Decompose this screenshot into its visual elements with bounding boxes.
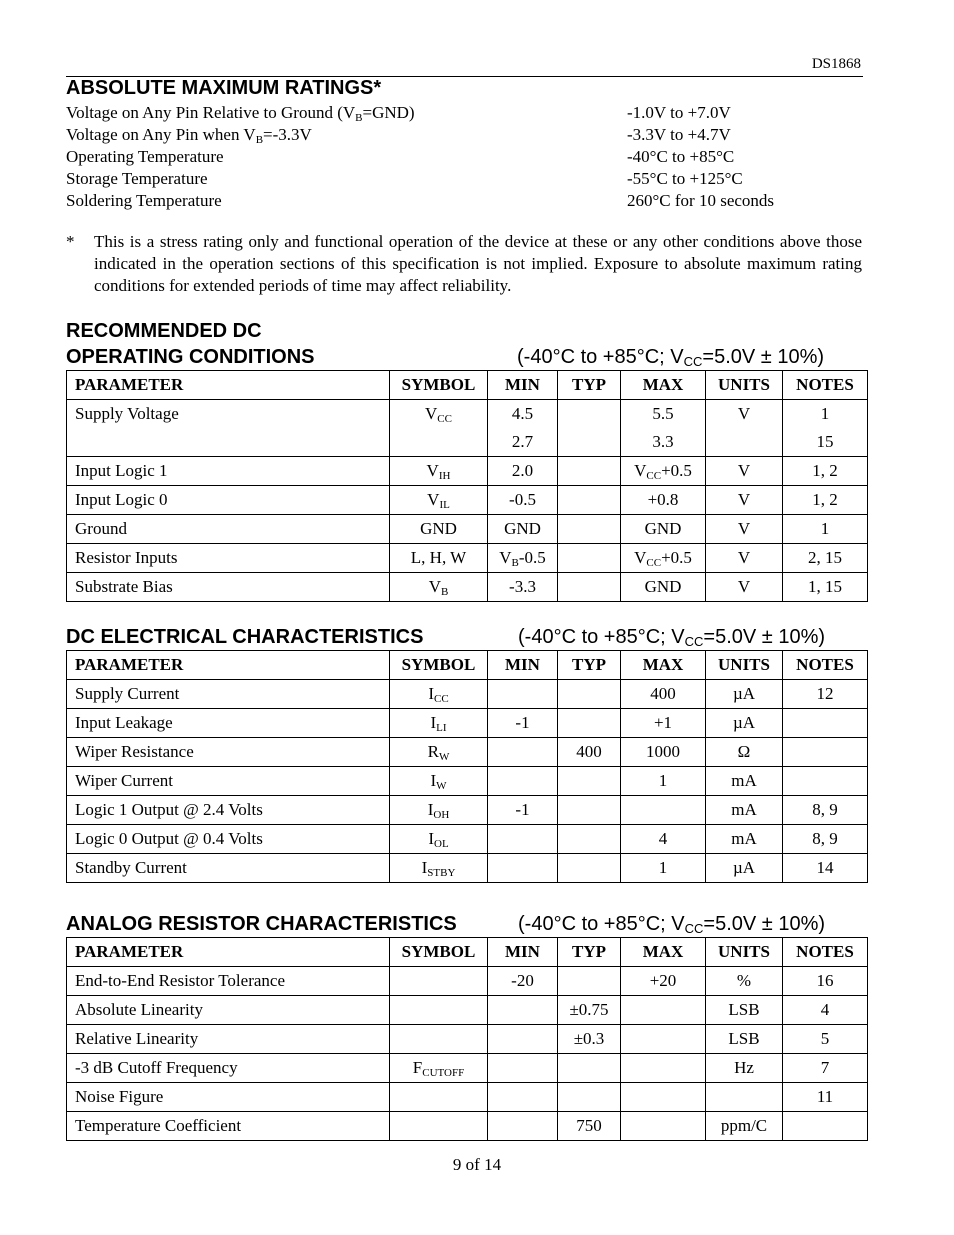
col-header: TYP (558, 371, 621, 400)
typ-cell (558, 573, 621, 602)
col-header: TYP (558, 651, 621, 680)
table-row (67, 486, 868, 515)
amr-value: -3.3V to +4.7V (627, 125, 731, 144)
typ-cell: ±0.3 (558, 1025, 621, 1054)
max-cell: 4 (621, 825, 706, 854)
symbol-cell: $R_W$ (390, 738, 488, 767)
typ-cell (558, 680, 621, 709)
table-row (67, 967, 868, 996)
typ-cell (558, 1083, 621, 1112)
table-row (67, 796, 868, 825)
typ-cell (558, 400, 621, 457)
max-cell (621, 1083, 706, 1112)
min-cell (488, 996, 558, 1025)
typ-cell (558, 515, 621, 544)
symbol-cell: GND (390, 515, 488, 544)
symbol-cell: $I_{LI}$ (390, 709, 488, 738)
units-cell: V (706, 573, 783, 602)
notes-cell: 1, 2 (783, 457, 868, 486)
units-cell: µA (706, 854, 783, 883)
max-cell: 1 (621, 767, 706, 796)
units-cell: mA (706, 767, 783, 796)
min-cell (488, 854, 558, 883)
table-row (67, 709, 868, 738)
amr-row (66, 124, 866, 146)
note-text: This is a stress rating only and functional operation of the device at these or any other conditions above those indicated in the operation sections of this specification is not implied. Exposure to absolute maximum rating conditions for extended periods of time may affect reliability. (94, 232, 862, 295)
amr-title: ABSOLUTE MAXIMUM RATINGS* (66, 77, 382, 99)
col-header: TYP (558, 938, 621, 967)
max-cell (621, 996, 706, 1025)
table-row (67, 400, 868, 457)
table-row (67, 1054, 868, 1083)
table-row (67, 457, 868, 486)
param-cell: End-to-End Resistor Tolerance (67, 967, 390, 996)
notes-cell: 4 (783, 996, 868, 1025)
max-cell: GND (621, 515, 706, 544)
typ-cell (558, 544, 621, 573)
param-cell: Logic 1 Output @ 2.4 Volts (67, 796, 390, 825)
notes-cell: 12 (783, 680, 868, 709)
symbol-cell: $V_B$ (390, 573, 488, 602)
max-cell: 1 (621, 854, 706, 883)
col-header: MAX (621, 371, 706, 400)
table-row (67, 1025, 868, 1054)
notes-cell: 8, 9 (783, 796, 868, 825)
arc-conditions: (-40°C to +85°C; $V_{CC}=5.0V \pm 10\%$) (518, 913, 826, 936)
units-cell: Ω (706, 738, 783, 767)
notes-cell: 1 15 (783, 400, 868, 457)
max-cell (621, 1054, 706, 1083)
col-header: UNITS (706, 938, 783, 967)
max-cell: +0.8 (621, 486, 706, 515)
param-cell: Input Leakage (67, 709, 390, 738)
symbol-cell: $V_{IH}$ (390, 457, 488, 486)
col-header: SYMBOL (390, 371, 488, 400)
notes-cell: 1, 2 (783, 486, 868, 515)
col-header: UNITS (706, 371, 783, 400)
min-cell (488, 825, 558, 854)
table-header-row (67, 938, 868, 967)
param-cell: Supply Voltage (67, 400, 390, 457)
max-cell: 1000 (621, 738, 706, 767)
table-row (67, 544, 868, 573)
min-cell (488, 1025, 558, 1054)
typ-cell: 400 (558, 738, 621, 767)
typ-cell (558, 796, 621, 825)
max-cell (621, 796, 706, 825)
units-cell: µA (706, 680, 783, 709)
amr-value: 260°C for 10 seconds (627, 191, 775, 210)
notes-cell (783, 709, 868, 738)
min-cell: $V_B-0.5$ (488, 544, 558, 573)
col-header: MIN (488, 938, 558, 967)
symbol-cell: $F_{CUTOFF}$ (390, 1054, 488, 1083)
param-cell: Wiper Current (67, 767, 390, 796)
notes-cell (783, 1112, 868, 1141)
symbol-cell: $V_{IL}$ (390, 486, 488, 515)
table-row (67, 573, 868, 602)
header-rule (66, 76, 863, 77)
max-cell (621, 1025, 706, 1054)
min-cell: GND (488, 515, 558, 544)
col-header: MIN (488, 371, 558, 400)
units-cell: V (706, 515, 783, 544)
min-cell: -3.3 (488, 573, 558, 602)
notes-cell: 11 (783, 1083, 868, 1112)
amr-value: -1.0V to +7.0V (627, 103, 731, 122)
min-cell (488, 1083, 558, 1112)
symbol-cell (390, 1025, 488, 1054)
param-cell: Standby Current (67, 854, 390, 883)
amr-row (66, 168, 866, 190)
max-cell: $V_{CC}+0.5$ (621, 544, 706, 573)
param-cell: Relative Linearity (67, 1025, 390, 1054)
notes-cell: 1 (783, 515, 868, 544)
max-cell: +1 (621, 709, 706, 738)
min-cell: -0.5 (488, 486, 558, 515)
param-cell: -3 dB Cutoff Frequency (67, 1054, 390, 1083)
units-cell: V (706, 544, 783, 573)
arc-title: ANALOG RESISTOR CHARACTERISTICS (66, 913, 457, 935)
symbol-cell: $I_{STBY}$ (390, 854, 488, 883)
min-cell (488, 767, 558, 796)
typ-cell (558, 767, 621, 796)
notes-cell: 7 (783, 1054, 868, 1083)
typ-cell (558, 1054, 621, 1083)
amr-param: Voltage on Any Pin Relative to Ground $(V_B=GND)$ (66, 103, 415, 124)
units-cell: ppm/C (706, 1112, 783, 1141)
typ-cell (558, 854, 621, 883)
col-header: SYMBOL (390, 938, 488, 967)
amr-row (66, 190, 866, 212)
arc-table (66, 937, 868, 1141)
param-cell: Input Logic 1 (67, 457, 390, 486)
units-cell: µA (706, 709, 783, 738)
col-header: MAX (621, 938, 706, 967)
amr-param: Operating Temperature (66, 147, 224, 166)
note-asterisk: * (66, 232, 75, 251)
units-cell: % (706, 967, 783, 996)
units-cell: V (706, 457, 783, 486)
col-header: NOTES (783, 651, 868, 680)
symbol-cell: $I_{OH}$ (390, 796, 488, 825)
table-header-row (67, 651, 868, 680)
min-cell (488, 1112, 558, 1141)
table-row (67, 515, 868, 544)
amr-row (66, 102, 866, 124)
param-cell: Absolute Linearity (67, 996, 390, 1025)
symbol-cell (390, 996, 488, 1025)
table-row (67, 854, 868, 883)
col-header: SYMBOL (390, 651, 488, 680)
table-row (67, 825, 868, 854)
document-id: DS1868 (811, 56, 861, 72)
min-cell (488, 1054, 558, 1083)
col-header: UNITS (706, 651, 783, 680)
rdc-title-line1: RECOMMENDED DC (66, 320, 262, 342)
symbol-cell (390, 1112, 488, 1141)
units-cell: mA (706, 825, 783, 854)
amr-param: Voltage on Any Pin when $V_B=-3.3V$ (66, 125, 312, 146)
param-cell: Logic 0 Output @ 0.4 Volts (67, 825, 390, 854)
symbol-cell: L, H, W (390, 544, 488, 573)
typ-cell (558, 967, 621, 996)
param-cell: Substrate Bias (67, 573, 390, 602)
min-cell: 2.0 (488, 457, 558, 486)
notes-cell: 1, 15 (783, 573, 868, 602)
typ-cell: 750 (558, 1112, 621, 1141)
notes-cell: 5 (783, 1025, 868, 1054)
dc-title: DC ELECTRICAL CHARACTERISTICS (66, 626, 424, 648)
amr-row (66, 146, 866, 168)
param-cell: Input Logic 0 (67, 486, 390, 515)
symbol-cell: $I_W$ (390, 767, 488, 796)
units-cell: LSB (706, 1025, 783, 1054)
col-header: PARAMETER (67, 938, 390, 967)
param-cell: Ground (67, 515, 390, 544)
typ-cell: ±0.75 (558, 996, 621, 1025)
table-header-row (67, 371, 868, 400)
symbol-cell: $V_{CC}$ (390, 400, 488, 457)
symbol-cell (390, 1083, 488, 1112)
min-cell: -20 (488, 967, 558, 996)
amr-list (66, 102, 866, 212)
min-cell: -1 (488, 709, 558, 738)
table-row (67, 996, 868, 1025)
notes-cell (783, 767, 868, 796)
amr-param: Soldering Temperature (66, 191, 222, 210)
table-row (67, 680, 868, 709)
notes-cell: 14 (783, 854, 868, 883)
param-cell: Supply Current (67, 680, 390, 709)
param-cell: Wiper Resistance (67, 738, 390, 767)
col-header: PARAMETER (67, 371, 390, 400)
stress-note (66, 231, 862, 297)
typ-cell (558, 457, 621, 486)
dc-conditions: (-40°C to +85°C; $V_{CC}=5.0V \pm 10\%$) (518, 626, 826, 649)
notes-cell: 2, 15 (783, 544, 868, 573)
col-header: NOTES (783, 938, 868, 967)
param-cell: Resistor Inputs (67, 544, 390, 573)
max-cell: GND (621, 573, 706, 602)
table-row (67, 1083, 868, 1112)
units-cell: Hz (706, 1054, 783, 1083)
param-cell: Noise Figure (67, 1083, 390, 1112)
min-cell (488, 680, 558, 709)
table-row (67, 767, 868, 796)
col-header: PARAMETER (67, 651, 390, 680)
min-cell: -1 (488, 796, 558, 825)
typ-cell (558, 825, 621, 854)
max-cell: +20 (621, 967, 706, 996)
page-number: 9 of 14 (452, 1155, 502, 1174)
units-cell (706, 1083, 783, 1112)
units-cell: mA (706, 796, 783, 825)
max-cell: 5.5 3.3 (621, 400, 706, 457)
col-header: NOTES (783, 371, 868, 400)
amr-value: -55°C to +125°C (627, 169, 743, 188)
symbol-cell: $I_{OL}$ (390, 825, 488, 854)
max-cell: 400 (621, 680, 706, 709)
col-header: MIN (488, 651, 558, 680)
symbol-cell: $I_{CC}$ (390, 680, 488, 709)
units-cell: LSB (706, 996, 783, 1025)
min-cell (488, 738, 558, 767)
min-cell: 4.5 2.7 (488, 400, 558, 457)
notes-cell: 16 (783, 967, 868, 996)
rdc-title-line2: OPERATING CONDITIONS (66, 346, 315, 368)
units-cell: V (706, 486, 783, 515)
col-header: MAX (621, 651, 706, 680)
amr-param: Storage Temperature (66, 169, 208, 188)
notes-cell: 8, 9 (783, 825, 868, 854)
units-cell: V (706, 400, 783, 457)
max-cell (621, 1112, 706, 1141)
typ-cell (558, 486, 621, 515)
dc-table (66, 650, 868, 883)
rdc-conditions: (-40°C to +85°C; $V_{CC}=5.0V \pm 10\%$) (517, 346, 825, 369)
amr-value: -40°C to +85°C (627, 147, 735, 166)
table-row (67, 1112, 868, 1141)
symbol-cell (390, 967, 488, 996)
rdc-table (66, 370, 868, 602)
max-cell: $V_{CC}+0.5$ (621, 457, 706, 486)
notes-cell (783, 738, 868, 767)
table-row (67, 738, 868, 767)
param-cell: Temperature Coefficient (67, 1112, 390, 1141)
typ-cell (558, 709, 621, 738)
